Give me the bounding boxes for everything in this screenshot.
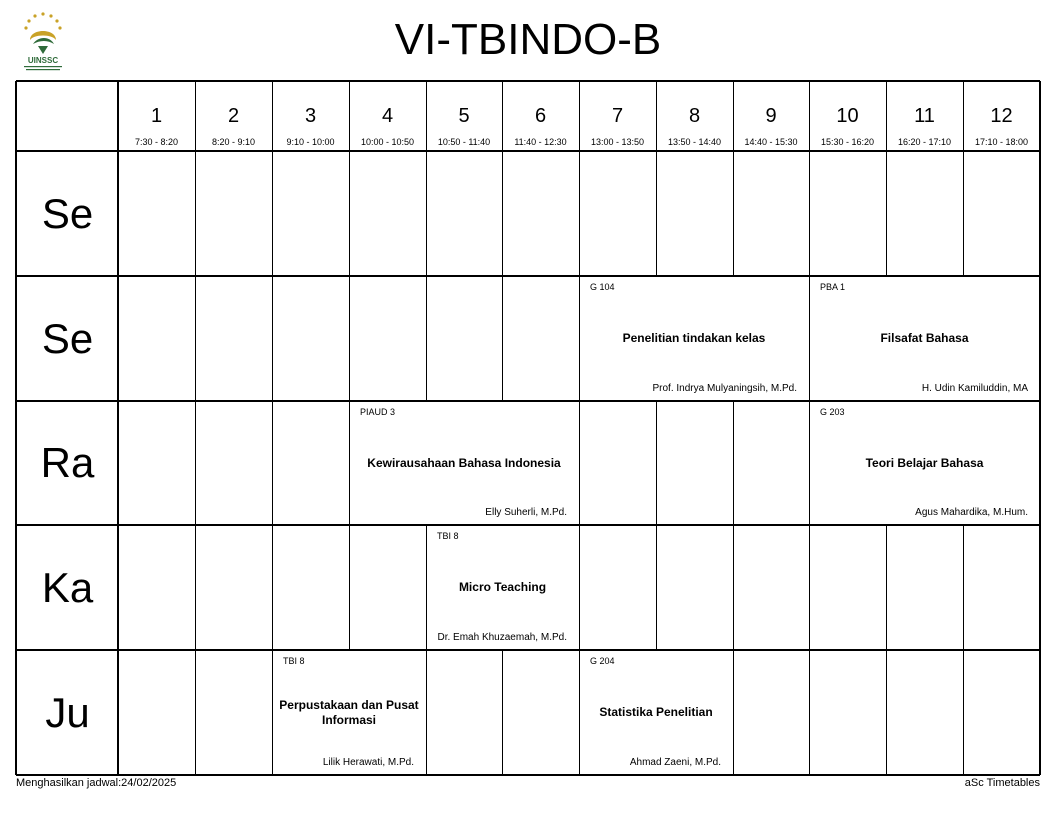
lesson-subject: Statistika Penelitian <box>599 705 713 719</box>
lesson-teacher: Ahmad Zaeni, M.Pd. <box>629 757 721 768</box>
slot-time: 17:10 - 18:00 <box>974 137 1029 147</box>
slot-time: 7:30 - 8:20 <box>134 137 179 147</box>
grid-line-v <box>426 276 427 401</box>
grid-line-v <box>426 151 427 276</box>
grid-line-v <box>195 525 196 650</box>
grid-line-v <box>656 525 657 650</box>
lesson-card <box>809 401 1040 525</box>
slot-number: 4 <box>381 105 394 127</box>
grid-line-v <box>195 650 196 775</box>
grid-line-v <box>502 151 503 276</box>
grid-line-v <box>502 276 503 401</box>
lesson-teacher: Lilik Herawati, M.Pd. <box>322 757 414 768</box>
day-label: Ju <box>45 688 90 736</box>
grid-line-v <box>809 525 810 650</box>
lesson-subject: Filsafat Bahasa <box>880 331 969 345</box>
lesson-subject: Kewirausahaan Bahasa Indonesia <box>367 456 561 470</box>
day-label: Se <box>41 189 94 237</box>
lesson-room: TBI 8 <box>437 531 459 541</box>
slot-number: 10 <box>836 105 859 127</box>
grid-line-v <box>963 525 964 650</box>
grid-line-v <box>963 151 964 276</box>
grid-line-v <box>117 81 119 775</box>
day-label: Ra <box>40 439 95 486</box>
grid-line-v <box>886 151 887 276</box>
slot-number: 2 <box>227 105 240 127</box>
grid-line-v <box>579 151 580 276</box>
grid-line-v <box>809 650 810 775</box>
slot-number: 3 <box>304 105 317 127</box>
slot-time: 10:00 - 10:50 <box>360 137 415 147</box>
lesson-teacher: Prof. Indrya Mulyaningsih, M.Pd. <box>652 383 797 394</box>
grid-line-v <box>272 525 273 650</box>
slot-number: 6 <box>534 105 547 127</box>
lesson-room: G 203 <box>820 407 845 417</box>
grid-line-v <box>349 151 350 276</box>
slot-time: 13:50 - 14:40 <box>667 137 722 147</box>
lesson-teacher: Agus Mahardika, M.Hum. <box>915 507 1028 518</box>
grid-line-v <box>195 276 196 401</box>
slot-number: 9 <box>765 105 777 127</box>
slot-time: 9:10 - 10:00 <box>286 137 335 147</box>
slot-time: 10:50 - 11:40 <box>437 137 491 147</box>
grid-line-v <box>809 151 810 276</box>
slot-number: 11 <box>914 105 935 127</box>
grid-line-v <box>886 525 887 650</box>
lesson-subject: Micro Teaching <box>458 580 547 594</box>
lesson-teacher: Elly Suherli, M.Pd. <box>485 507 567 518</box>
slot-time: 16:20 - 17:10 <box>897 137 952 147</box>
slot-number: 5 <box>458 105 470 127</box>
slot-time: 8:20 - 9:10 <box>211 137 256 147</box>
grid-line-v <box>886 650 887 775</box>
grid-line-v <box>15 81 18 775</box>
lesson-teacher: Dr. Emah Khuzaemah, M.Pd. <box>437 632 567 643</box>
logo-text: UINSSC <box>27 56 59 65</box>
lesson-card <box>272 650 426 775</box>
grid-line-v <box>272 276 273 401</box>
slot-number: 1 <box>150 105 163 127</box>
day-label: Ka <box>41 563 94 611</box>
lesson-subject: Perpustakaan dan Pusat Informasi <box>279 698 419 727</box>
grid-line-v <box>963 650 964 775</box>
lesson-subject: Penelitian tindakan kelas <box>622 331 766 345</box>
grid-line-v <box>502 650 503 775</box>
lesson-teacher: H. Udin Kamiluddin, MA <box>921 383 1028 394</box>
lesson-room: G 104 <box>590 282 615 292</box>
slot-number: 12 <box>990 105 1013 127</box>
lesson-room: TBI 8 <box>283 656 305 666</box>
lesson-card <box>579 276 809 401</box>
grid-line-v <box>349 525 350 650</box>
day-label: Se <box>41 314 94 362</box>
slot-time: 11:40 - 12:30 <box>514 137 567 147</box>
grid-line-v <box>272 401 273 525</box>
lesson-subject: Teori Belajar Bahasa <box>865 456 984 470</box>
generated-date: Menghasilkan jadwal:24/02/2025 <box>16 777 177 789</box>
lesson-room: PBA 1 <box>820 282 846 292</box>
slot-number: 7 <box>611 105 624 127</box>
grid-line-v <box>195 401 196 525</box>
grid-line-v <box>656 401 657 525</box>
grid-line-v <box>272 151 273 276</box>
slot-number: 8 <box>688 105 701 127</box>
slot-time: 14:40 - 15:30 <box>744 137 798 147</box>
slot-time: 13:00 - 13:50 <box>590 137 645 147</box>
grid-line-v <box>733 525 734 650</box>
lesson-room: G 204 <box>590 656 615 666</box>
lesson-card <box>809 276 1040 401</box>
grid-line-v <box>656 151 657 276</box>
slot-time: 15:30 - 16:20 <box>820 137 875 147</box>
lesson-card <box>426 525 579 650</box>
grid-line-v <box>733 151 734 276</box>
grid-line-v <box>195 151 196 276</box>
grid-line-v <box>733 401 734 525</box>
grid-line-v <box>349 276 350 401</box>
lesson-card <box>579 650 733 775</box>
lesson-card <box>349 401 579 525</box>
page-title: VI-TBINDO-B <box>394 15 662 64</box>
brand-label: aSc Timetables <box>964 777 1040 789</box>
lesson-room: PIAUD 3 <box>360 407 396 417</box>
